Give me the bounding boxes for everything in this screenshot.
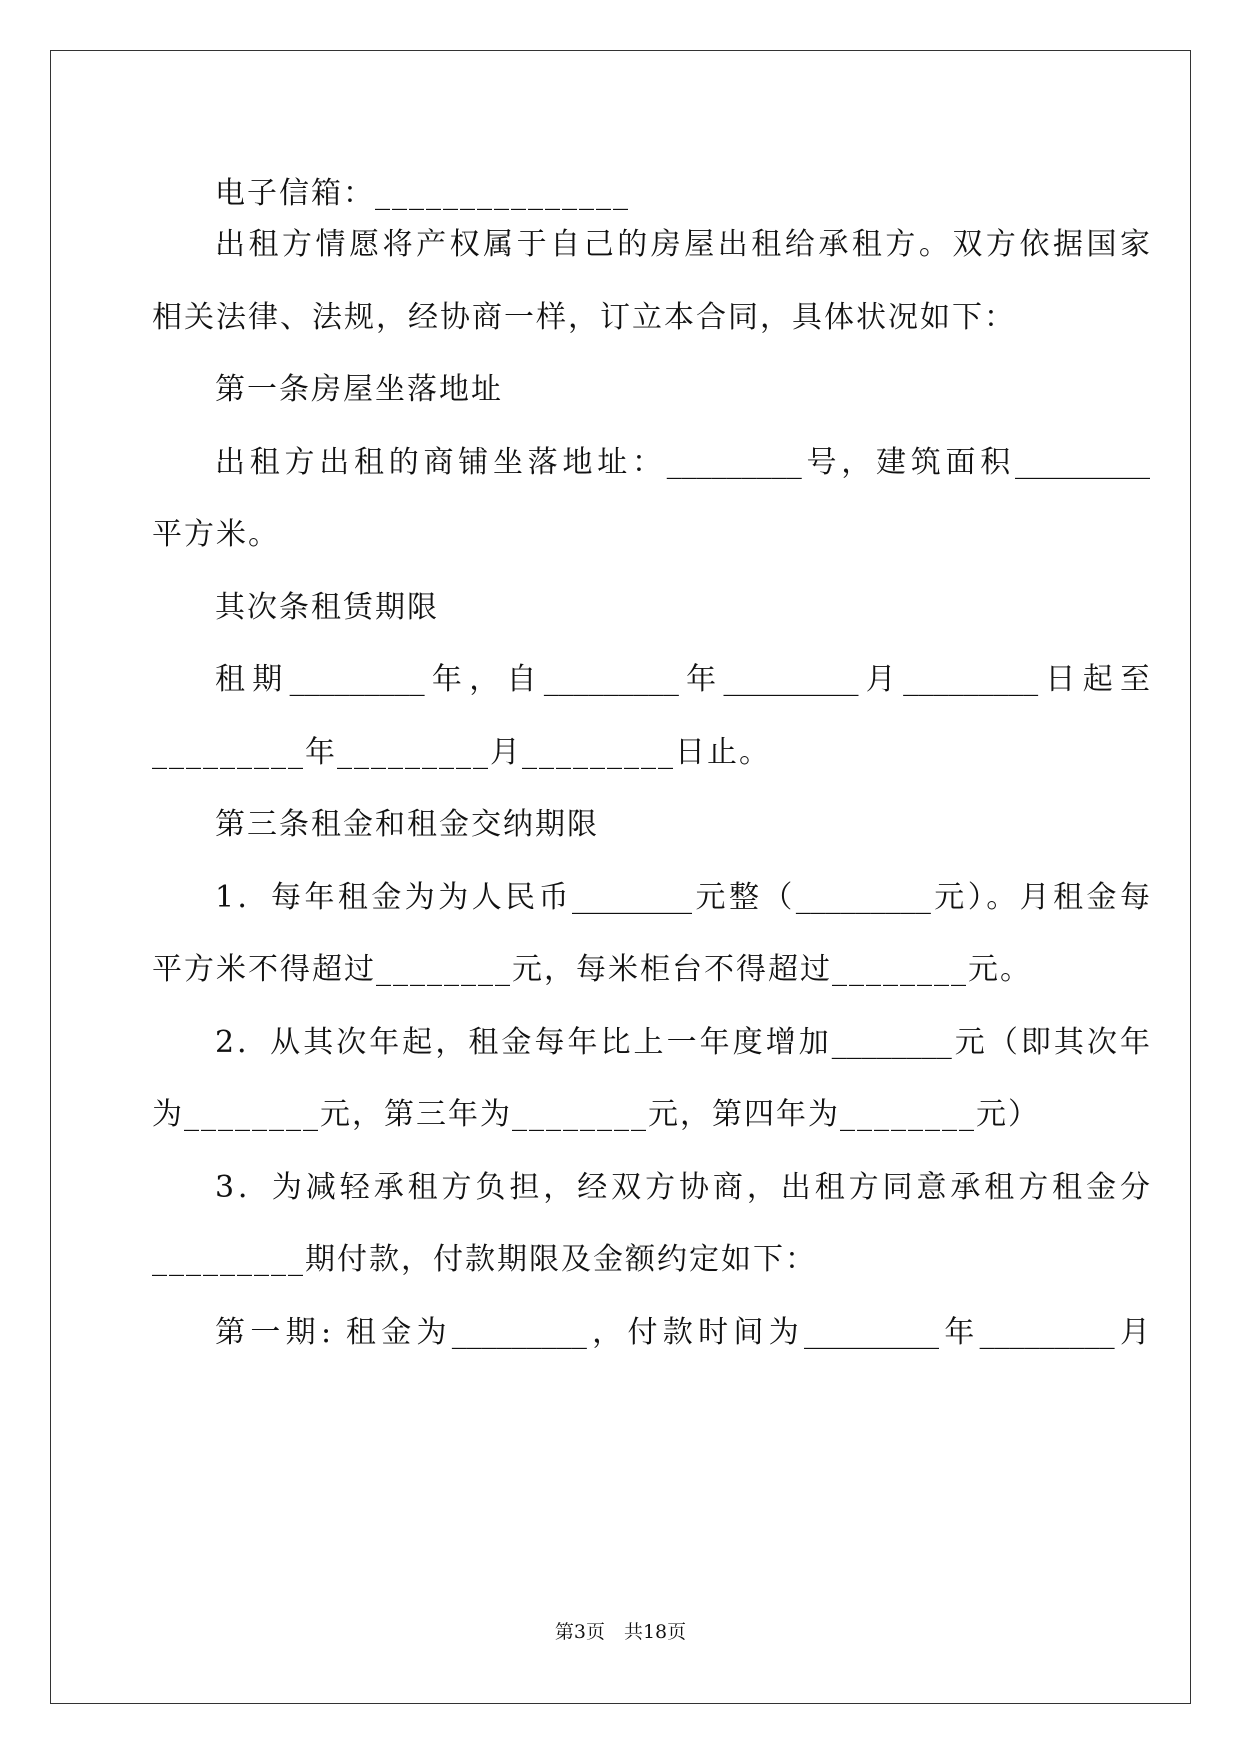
section-heading: 其次条租赁期限: [215, 590, 439, 625]
text-line: 出租方出租的商铺坐落地址：_________号，建筑面积_________: [215, 445, 1150, 480]
text-line: 租期_________年，自_________年_________月_________日起至: [215, 662, 1150, 697]
text-line: 平方米。: [152, 517, 280, 552]
text-line: 电子信箱：_______________: [215, 176, 630, 211]
text-line: _________年_________月_________日止。: [152, 735, 771, 770]
text-line: 3．为减轻承租方负担，经双方协商，出租方同意承租方租金分: [215, 1170, 1150, 1205]
text-line: 出租方情愿将产权属于自己的房屋出租给承租方。双方依据国家: [215, 227, 1150, 262]
text-line: 2．从其次年起，租金每年比上一年度增加________元（即其次年: [215, 1025, 1150, 1060]
text-line: _________期付款，付款期限及金额约定如下：: [152, 1242, 817, 1277]
text-line: 第一期: 租金为_________，付款时间为_________年_________月: [215, 1315, 1150, 1350]
text-line: 为________元，第三年为________元，第四年为________元）: [152, 1097, 1040, 1132]
text-line: 相关法律、法规，经协商一样，订立本合同，具体状况如下：: [152, 300, 1016, 335]
section-heading: 第一条房屋坐落地址: [215, 372, 503, 407]
section-heading: 第三条租金和租金交纳期限: [215, 807, 599, 842]
text-line: 平方米不得超过________元，每米柜台不得超过________元。: [152, 952, 1032, 987]
page-number: 第3页 共18页: [554, 1621, 687, 1643]
text-line: 1．每年租金为为人民币________元整（_________元）。月租金每: [215, 880, 1150, 915]
